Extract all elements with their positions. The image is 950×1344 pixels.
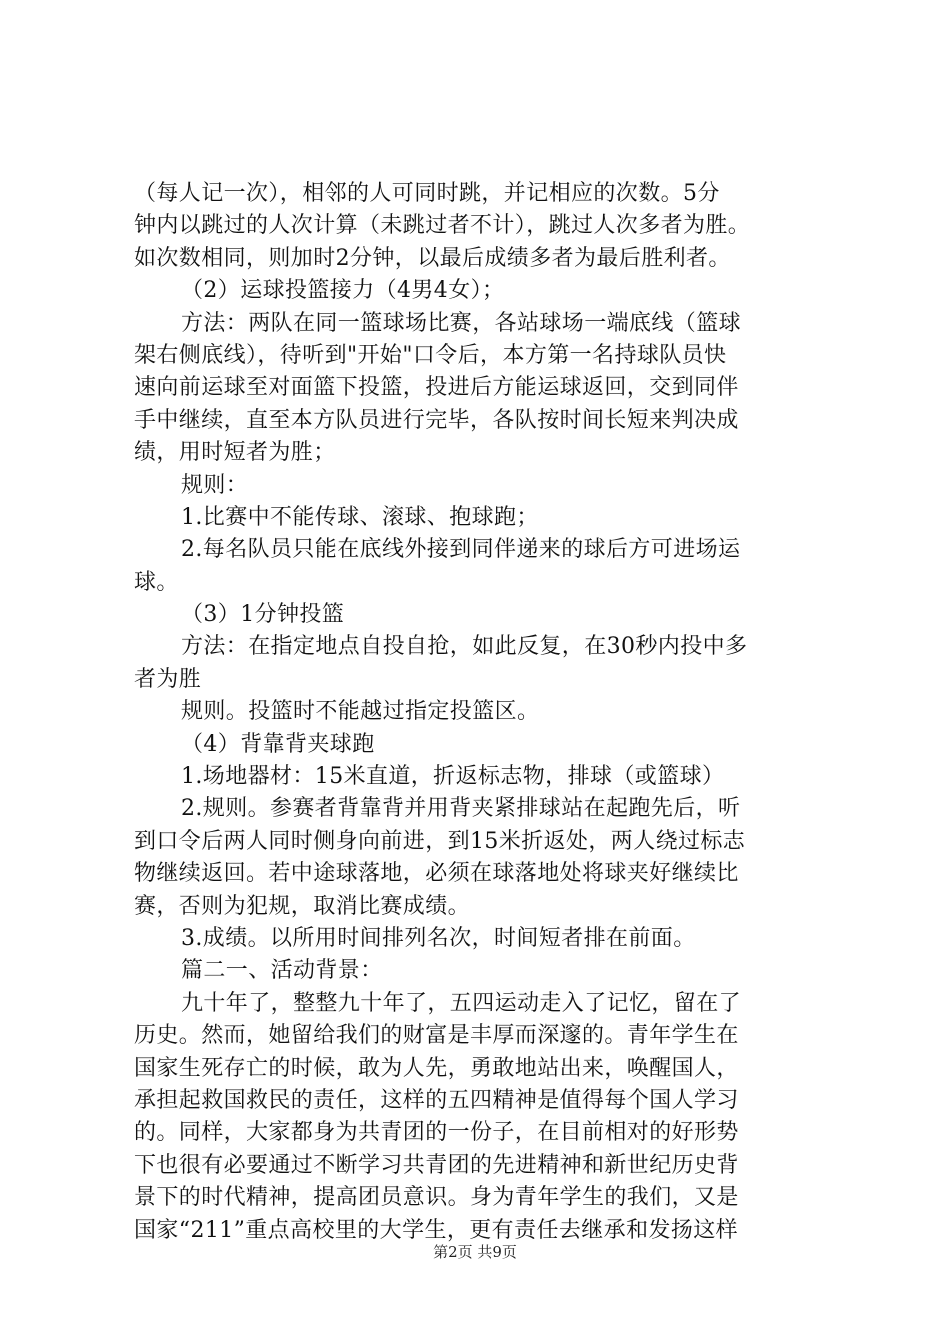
text-line: 方法：两队在同一篮球场比赛，各站球场一端底线（篮球	[181, 310, 742, 336]
text-line: 球。	[134, 569, 179, 595]
text-line: 规则。投篮时不能越过指定投篮区。	[181, 699, 540, 725]
text-line: 绩，用时短者为胜；	[134, 440, 336, 466]
text-line: （每人记一次），相邻的人可同时跳，并记相应的次数。5分	[134, 181, 720, 206]
text-line: 国家“211”重点高校里的大学生，更有责任去继承和发扬这样	[134, 1217, 739, 1243]
text-line: 速向前运球至对面篮下投篮，投进后方能运球返回，交到同伴	[134, 375, 739, 401]
text-line: 赛，否则为犯规，取消比赛成绩。	[134, 893, 471, 919]
text-line: 历史。然而，她留给我们的财富是丰厚而深邃的。青年学生在	[134, 1023, 739, 1049]
text-line: 者为胜	[134, 666, 202, 692]
text-line: 如次数相同，则加时2分钟，以最后成绩多者为最后胜利者。	[134, 245, 731, 271]
text-line: （3）1分钟投篮	[181, 602, 345, 628]
document-body	[134, 178, 834, 1247]
text-line: 3.成绩。以所用时间排列名次，时间短者排在前面。	[181, 925, 696, 951]
text-line: 的。同样，大家都身为共青团的一份子，在目前相对的好形势	[134, 1120, 739, 1146]
text-line: 到口令后两人同时侧身向前进，到15米折返处，两人绕过标志	[134, 828, 746, 854]
text-line: （4）背靠背夹球跑	[181, 731, 375, 757]
text-line: 1.比赛中不能传球、滚球、抱球跑；	[181, 504, 539, 530]
text-line: 架右侧底线），待听到"开始"口令后，本方第一名持球队员快	[134, 342, 727, 368]
text-line: 手中继续，直至本方队员进行完毕，各队按时间长短来判决成	[134, 407, 739, 433]
text-line: 下也很有必要通过不断学习共青团的先进精神和新世纪历史背	[134, 1152, 739, 1178]
text-line: 九十年了，整整九十年了，五四运动走入了记忆，留在了	[181, 990, 742, 1016]
text-line: 钟内以跳过的人次计算（未跳过者不计），跳过人次多者为胜。	[134, 213, 751, 239]
text-line: 承担起救国救民的责任，这样的五四精神是值得每个国人学习	[134, 1087, 739, 1113]
text-line: 景下的时代精神，提高团员意识。身为青年学生的我们，又是	[134, 1185, 739, 1211]
text-line: 方法：在指定地点自投自抢，如此反复，在30秒内投中多	[181, 634, 748, 660]
page-footer: 第2页 共9页	[433, 1243, 517, 1261]
text-line: 规则：	[181, 472, 249, 498]
text-line: 物继续返回。若中途球落地，必须在球落地处将球夹好继续比	[134, 861, 739, 887]
text-line: 2.规则。参赛者背靠背并用背夹紧排球站在起跑先后，听	[181, 796, 741, 822]
text-line: 1.场地器材：15米直道，折返标志物，排球（或篮球）	[181, 764, 725, 790]
text-line: （2）运球投篮接力（4男4女）；	[181, 278, 505, 304]
text-line: 国家生死存亡的时候，敢为人先，勇敢地站出来，唤醒国人，	[134, 1055, 739, 1081]
text-line: 篇二一、活动背景：	[181, 958, 383, 984]
text-line: 2.每名队员只能在底线外接到同伴递来的球后方可进场运	[181, 537, 741, 563]
